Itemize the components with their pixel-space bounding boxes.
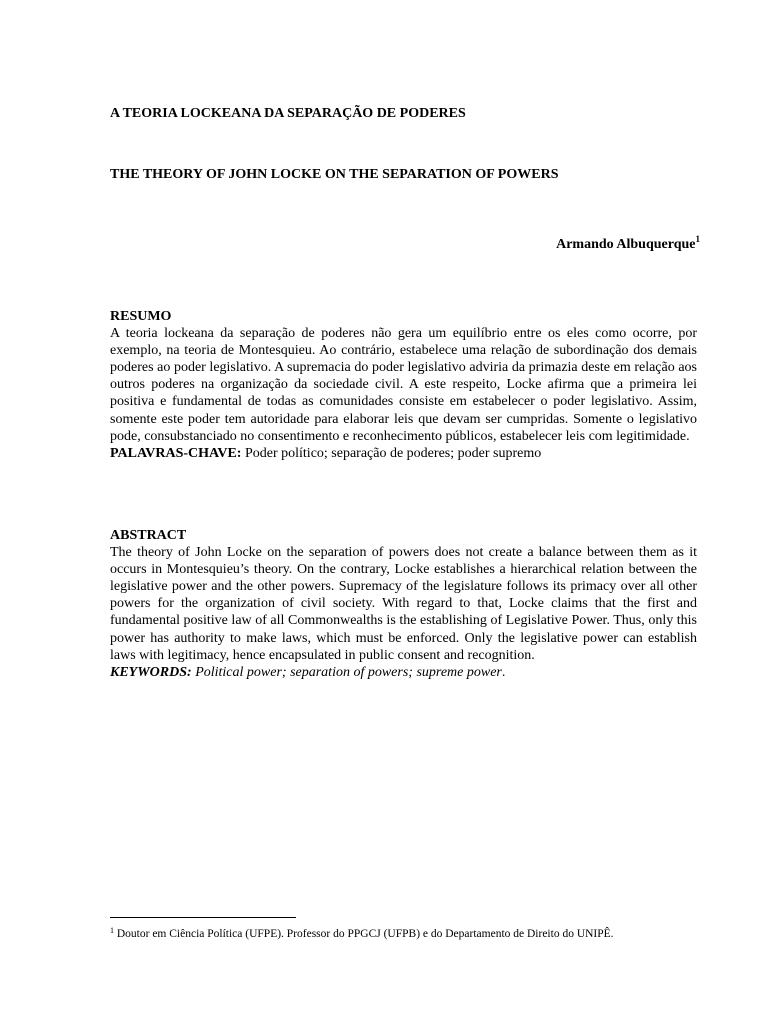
author-name: Armando Albuquerque (556, 237, 696, 252)
abstract-keywords-label: KEYWORDS: (110, 664, 192, 680)
author-footnote-mark: 1 (695, 234, 700, 244)
abstract-keywords-text: Political power; separation of powers; supreme power (195, 664, 502, 680)
title-portuguese: A TEORIA LOCKEANA DA SEPARAÇÃO DE PODERES (110, 106, 466, 121)
abstract-section (110, 527, 697, 681)
author-line (556, 230, 700, 254)
footnote-text: Doutor em Ciência Política (UFPE). Professor do PPGCJ (UFPB) e do Departamento de Direito do UNIPÊ. (116, 928, 614, 940)
title-english: THE THEORY OF JOHN LOCKE ON THE SEPARATION OF POWERS (110, 167, 559, 182)
resumo-text: A teoria lockeana da separação de poderes não gera um equilíbrio entre os eles como ocorre, por exemplo, na teoria de Montesquieu. Ao contrário, estabelece uma relação de subordinação dos demais poderes ao poder legislativo. A supremacia do poder legislativo adviria da primazia deste em relação aos outros poderes na organização da sociedade civil. A este respeito, Locke afirma que a primeira lei positiva e fundamental de todas as comunidades consiste em estabelecer o poder legislativo. Assim, somente este poder tem autoridade para elaborar leis que devam ser cumpridas. Somente o legislativo pode, consubstanciado no consentimento e reconhecimento públicos, estabelecer leis com legitimidade. (110, 326, 697, 444)
resumo-keywords-text: Poder político; separação de poderes; poder supremo (244, 445, 542, 461)
abstract-keywords-period: . (501, 664, 506, 680)
footnote-separator (110, 917, 296, 918)
resumo-keywords (110, 445, 697, 462)
resumo-heading: RESUMO (110, 309, 172, 324)
resumo-keywords-label: PALAVRAS-CHAVE: (110, 445, 242, 461)
resumo-section (110, 308, 697, 462)
footnote-mark: 1 (110, 926, 114, 935)
abstract-heading: ABSTRACT (110, 528, 187, 543)
abstract-keywords (110, 664, 697, 681)
abstract-text: The theory of John Locke on the separation of powers does not create a balance between them as it occurs in Montesquieu’s theory. On the contrary, Locke establishes a hierarchical relation between the legislative power and the other powers. Supremacy of the legislature follows its primacy over all other powers for the organization of civil society. With regard to that, Locke claims that the first and fundamental positive law of all Commonwealths is the establishing of Legislative Power. Thus, only this power has authority to make laws, which must be enforced. Only the legislative power can establish laws with legitimacy, hence encapsulated in public consent and recognition. (110, 545, 697, 663)
footnote (110, 924, 710, 941)
